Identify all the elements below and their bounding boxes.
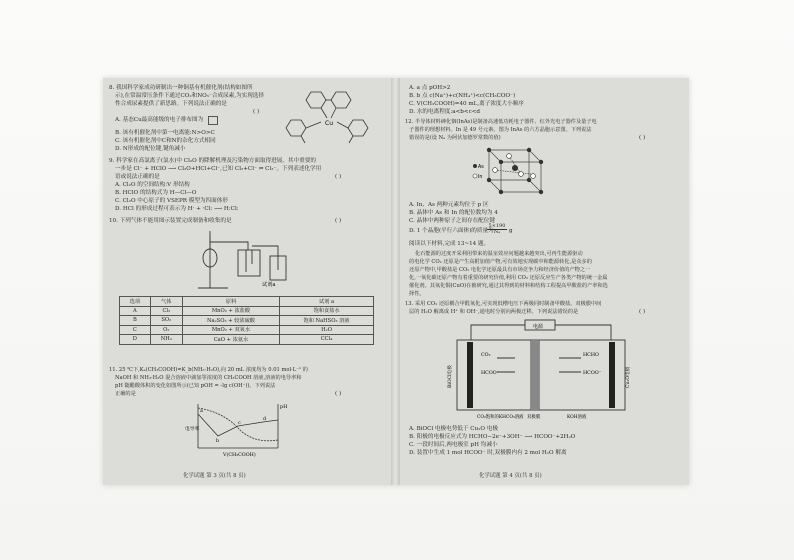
- chart-point-label: c: [238, 421, 241, 426]
- table-cell: D: [120, 335, 151, 345]
- chart-xlabel: V(CH₃COOH): [223, 453, 256, 458]
- passage-line-4: 化,一氧化碳还原产物有着重要的研究价值,利用 CO₂ 还原反应生产各类产物的统一金属: [409, 275, 608, 281]
- orbital-box-icon: [208, 116, 218, 125]
- q10-answer-blank: ( ): [335, 218, 342, 224]
- left-electrode-bar: [467, 342, 473, 408]
- right-solution-label: KOH溶液: [567, 415, 587, 420]
- q9-option-d: D. HCl 的形成过程可表示为 H· + ·Cl: ⟶ H:Cl:: [115, 206, 239, 212]
- reagent-a-label: 试剂a: [262, 282, 276, 288]
- table-cell: 饱和 NaHSO₃ 溶液: [280, 316, 374, 326]
- q12-line-3: 错误的是(设 Nₐ 为阿伏加德罗常数的值): [409, 135, 501, 141]
- right-electrode-bar: [609, 342, 615, 408]
- chart-point-label: b: [216, 439, 220, 444]
- as-legend-icon: [473, 164, 477, 168]
- q9-option-b: B. HClO 的结构式为 H—Cl—O: [115, 190, 197, 196]
- q11-line-1: 11. 25 ℃下,Kₐ(CH₃COOH)=K_b(NH₃·H₂O),向 20 mL 浓度均为 0.01 mol·L⁻¹ 的: [109, 367, 308, 373]
- power-supply-label: 电源: [533, 324, 544, 330]
- table-cell: H₂O: [280, 325, 374, 335]
- q11-line-3: pH 随醋酸体积的变化如图所示(已知 pOH = -lg c(OH⁻))。下列说法: [115, 383, 276, 389]
- page-footer: 化学试题 第 4 页(共 8 页): [479, 473, 542, 479]
- legend-as: As: [478, 165, 484, 170]
- passage-line-2: 的电化学 CO₂ 还原是产生高附加值产物,可有效地实现碳中和能源转化,是众多的: [409, 259, 592, 265]
- table-header: 气体: [150, 297, 182, 307]
- table-cell: C: [120, 325, 151, 335]
- left-reactant-label: CO₂: [481, 353, 491, 358]
- page-3: [103, 78, 389, 485]
- gas-apparatus-diagram: [188, 228, 298, 293]
- q11-line-2: NaOH 和 NH₃·H₂O 混合溶液中滴加等浓度的 CH₃COOH 溶液,溶液的电导率和: [115, 375, 302, 381]
- passage-line-6: 择性。: [409, 291, 425, 297]
- q11-line-4: 正确的是: [115, 391, 136, 397]
- exam-sheet: [103, 78, 689, 485]
- table-cell: MnO₂ + 双氧水: [182, 325, 279, 335]
- chart-ylabel-left: 电导率: [185, 427, 200, 432]
- bipolar-membrane-fill: [531, 340, 539, 410]
- membrane-label: 双极膜: [527, 415, 541, 420]
- table-cell: A: [120, 306, 151, 316]
- mass-numerator: 5×190: [488, 223, 506, 229]
- q13-option-b: B. 阳极的电极反应式为 HCHO−2e⁻+3OH⁻ ⟶ HCOO⁻+2H₂O: [409, 434, 576, 440]
- table-cell: Cl₂: [150, 306, 182, 316]
- table-header-row: [120, 297, 374, 307]
- q12-option-a: A. In、As 两种元素均位于 p 区: [409, 202, 489, 208]
- q12-line-1: 12. 半导体材料砷化铟(InAs)是制备高速低功耗电子器件、红外光电子器件及量子电: [405, 119, 597, 125]
- table-header: 选项: [120, 297, 151, 307]
- table-row: [120, 335, 374, 345]
- table-cell: NH₃: [150, 335, 182, 345]
- chart-point-label: a: [200, 409, 203, 414]
- right-electrode-label: Cu₂O电极: [626, 366, 631, 388]
- copper-complex-structure: [281, 88, 381, 148]
- page-footer: 化学试题 第 3 页(共 8 页): [183, 473, 246, 479]
- page-4: [401, 78, 689, 485]
- passage-title: 阅读以下材料,完成 13~14 题。: [409, 241, 490, 247]
- table-row: [120, 306, 374, 316]
- q8-answer-blank: ( ): [253, 109, 260, 115]
- table-row: [120, 316, 374, 326]
- q13-option-d: D. 装置中生成 1 mol HCOO⁻ 时,双极膜内有 2 mol H₂O 解离: [409, 450, 567, 456]
- q8-line-2: 示),在常温常压条件下通过CO₂和NO₃⁻合成尿素,为实现选择: [115, 93, 264, 99]
- chart-point-label: d: [263, 417, 267, 422]
- legend-in: In: [478, 175, 483, 180]
- electrolysis-cell-diagram: [441, 318, 641, 422]
- table-cell: MnO₂ + 浓盐酸: [182, 306, 279, 316]
- left-electrode-label: BiOCl电极: [448, 365, 453, 388]
- q8-option-c: C. 该有机催化剂中C和N的杂化方式相同: [115, 138, 216, 144]
- mass-unit: g: [509, 228, 513, 234]
- cu-atom-label: Cu: [325, 120, 333, 127]
- q12-option-d: D. 1 个晶胞(平行六面体)的质量为: [409, 228, 494, 234]
- q13-line-2: 层的 H₂O 解离成 H⁺ 和 OH⁻,通电时分别向两极迁移。下列说法错误的是: [409, 309, 579, 315]
- q11-answer-blank: ( ): [335, 391, 342, 397]
- q8-option-b: B. 该有机催化剂中第一电离能:N>O>C: [115, 130, 215, 136]
- q12-option-c: C. 晶体中两种原子之间存在配位键: [409, 218, 495, 224]
- table-cell: SO₂: [150, 316, 182, 326]
- table-cell: B: [120, 316, 151, 326]
- chart-ylabel-right: pH: [280, 405, 288, 410]
- right-reactant-label: HCHO: [583, 353, 599, 358]
- table-cell: 饱和食盐水: [280, 306, 374, 316]
- table-header: 试剂 a: [280, 297, 374, 307]
- table-cell: CCl₄: [280, 335, 374, 345]
- q12-option-b: B. 晶体中 As 和 In 的配位数均为 4: [409, 210, 498, 216]
- q8-option-a: A. 基态Cu最高能级的电子排布图为: [115, 117, 204, 123]
- q11-option-d: D. 水的电离程度:a<b<c<d: [409, 109, 480, 115]
- q11-option-c: C. V(CH₃COOH)=40 mL,离子浓度大小顺序: [409, 101, 524, 107]
- page-fold: [391, 78, 400, 485]
- q11-option-a: A. a 点 pOH>2: [409, 85, 451, 91]
- q9-line-3: 语或说法正确的是: [115, 174, 160, 180]
- q13-option-c: C. 一段时间后,两电极室 pH 均减小: [409, 442, 498, 448]
- passage-line-1: 化石能源的过度开采利用带来的温室效应问题越来越突出,可再生能源驱动: [415, 251, 583, 257]
- q9-line-2: 一步是 Cl⁻ + HClO ⟶ Cl₂O+HCl+Cl⁻,已知 Cl₂+Cl⁻ ⇌ Cl₃⁻。下列表述化学用: [115, 166, 322, 172]
- table-cell: Na₂SO₃ + 较浓硫酸: [182, 316, 279, 326]
- q13-answer-blank: ( ): [639, 309, 646, 315]
- table-cell: O₂: [150, 325, 182, 335]
- table-header: 原料: [182, 297, 279, 307]
- q10-stem: 10. 下列气体不能用图示装置完成制备和收集的是: [109, 218, 232, 224]
- inas-unit-cell-diagram: [471, 140, 551, 198]
- q9-line-1: 9. 科学家在高氯离子(氯水)中 Cl₂O 的降解机理及污染物方面取得进展。其中重要的: [109, 158, 316, 164]
- q10-options-table: [119, 296, 374, 345]
- passage-line-5: 催化剂。其氧化铜(CuO)在被研究,通过其得到的材料和结构工程提高甲酸盐的产率和选: [409, 283, 608, 289]
- left-solution-label: CO₂饱和的KHCO₃溶液: [477, 415, 524, 420]
- q9-answer-blank: ( ): [335, 174, 342, 180]
- q13-line-1: 13. 采用 CO₂ 还原耦合甲醛氧化,可实现低槽电压下两极同时制备甲酸盐。双极膜中间: [405, 301, 602, 307]
- mass-denominator: Nₐ: [493, 229, 501, 235]
- q8-option-d: D. N形成的配位键,键角减小: [115, 146, 186, 152]
- table-cell: CaO + 浓氨水: [182, 335, 279, 345]
- passage-line-3: 还原产物中,甲酸盐是 CO₂ 电化学还原最具有市场竞争力和经济价值的产物之一: [409, 267, 591, 273]
- left-product-label: HCOO⁻: [481, 371, 500, 376]
- q11-option-b: B. b 点 c(Na⁺)+c(NH₄⁺)<c(CH₃COO⁻): [409, 93, 516, 99]
- conductivity-ph-chart: [183, 400, 293, 460]
- q8-line-1: 8. 我国科学家成功研制出一种铜基有机催化剂(结构如图所: [109, 85, 253, 91]
- q13-option-a: A. BiOCl 电极电势低于 Cu₂O 电极: [409, 426, 498, 432]
- q9-option-a: A. Cl₂O 的空间结构:V 形结构: [115, 182, 190, 188]
- q12-line-2: 子器件的理想材料。In 是 49 号元素。图为 InAs 的六方晶胞示意图。下列说法: [409, 127, 592, 133]
- table-row: [120, 325, 374, 335]
- q8-line-3: 性合成尿素提供了新思路。下列说法正确的是: [115, 101, 227, 107]
- in-legend-icon: [473, 174, 477, 178]
- q12-answer-blank: ( ): [639, 135, 646, 141]
- right-product-label: HCOO⁻: [583, 371, 602, 376]
- q9-option-c: C. Cl₂O 中心原子的 VSEPR 模型为四面体形: [115, 198, 228, 204]
